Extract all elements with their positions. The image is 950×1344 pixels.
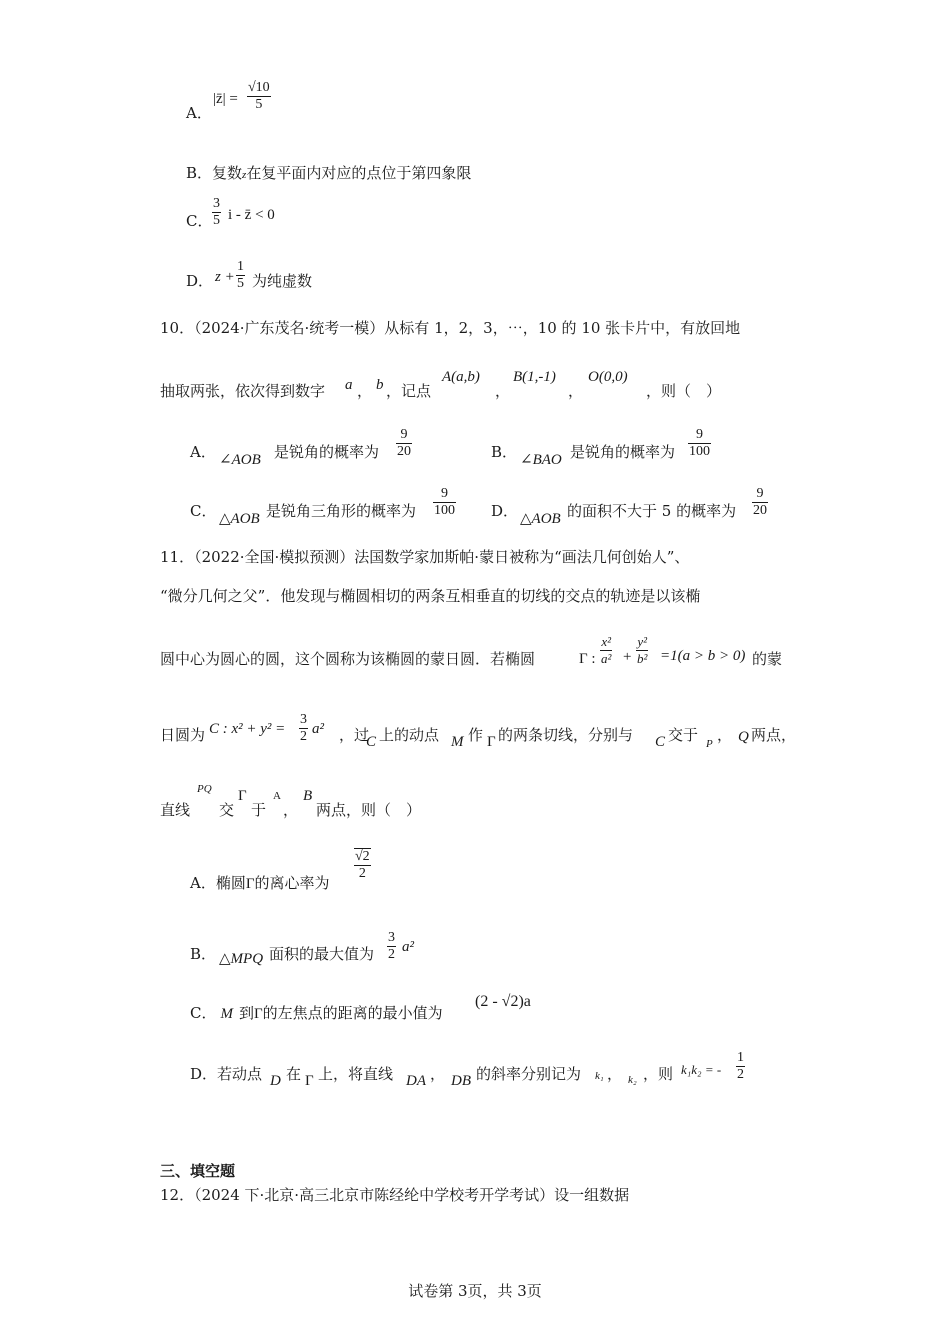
q12-stem bbox=[160, 1186, 629, 1204]
q11-plus: + bbox=[623, 649, 632, 665]
question-text: 日圆为 bbox=[160, 726, 206, 744]
option-text: 是锐角的概率为 bbox=[570, 443, 676, 461]
q10-comma2: ， bbox=[495, 382, 511, 400]
question-text: 两点， bbox=[751, 726, 797, 744]
q9-a-expr bbox=[213, 90, 238, 108]
fraction-denominator: 2 bbox=[388, 947, 395, 962]
q11-line4-text4 bbox=[668, 726, 698, 744]
q11-line4-end bbox=[751, 726, 796, 744]
q11-b-text bbox=[269, 945, 374, 963]
question-text: 两点，则（ ） bbox=[316, 801, 422, 819]
fraction-numerator: 9 bbox=[433, 486, 456, 503]
fraction-numerator: 3 bbox=[388, 930, 395, 945]
fraction-numerator: 3 bbox=[300, 712, 307, 727]
fraction-denominator: b² bbox=[637, 651, 648, 666]
q10-c-fraction bbox=[433, 486, 456, 519]
question-text: 的两条切线，分别与 bbox=[498, 726, 634, 744]
section-title bbox=[160, 1162, 235, 1180]
option-label: D． bbox=[491, 502, 519, 520]
fraction-numerator: √2 bbox=[355, 849, 370, 864]
option-label: C． bbox=[190, 502, 217, 520]
q11-option-b bbox=[190, 945, 216, 963]
q11-x2-a2 bbox=[600, 634, 612, 667]
q10-stem-line1 bbox=[160, 319, 740, 337]
fraction-denominator: 20 bbox=[397, 444, 411, 459]
q9-d-text bbox=[252, 272, 312, 290]
q10-option-a bbox=[190, 443, 216, 461]
q11-d-comma: ， bbox=[430, 1065, 446, 1083]
q11-var-c2: C bbox=[655, 734, 666, 750]
fraction-denominator: a² bbox=[601, 651, 612, 666]
q10-var-b bbox=[376, 376, 384, 394]
q10-b-fraction bbox=[688, 427, 711, 460]
fraction-denominator: 2 bbox=[300, 729, 307, 744]
option-label: D． bbox=[186, 272, 214, 290]
q11-line-da: DA bbox=[406, 1073, 426, 1089]
q9-a-fraction bbox=[247, 80, 271, 113]
q11-b-a2: a² bbox=[402, 939, 414, 955]
q10-a-math bbox=[219, 451, 261, 469]
q11-cond bbox=[660, 647, 745, 665]
q10-c-math bbox=[219, 510, 260, 528]
question-text: 12．（2024 下·北京·高三北京市陈经纶中学校考开学考试）设一组数据 bbox=[160, 1186, 630, 1204]
q11-line5-yu bbox=[251, 801, 266, 819]
fraction-denominator: 5 bbox=[237, 276, 244, 291]
q11-gamma3: Γ bbox=[238, 788, 247, 804]
q10-end bbox=[646, 382, 721, 400]
option-text: 是锐角的概率为 bbox=[274, 443, 380, 461]
q11-line3-end bbox=[752, 650, 782, 668]
option-label: C． bbox=[190, 1004, 217, 1022]
q11-var-p: P bbox=[706, 738, 713, 750]
q10-point-a bbox=[442, 368, 480, 386]
q11-stem-line1 bbox=[160, 548, 689, 566]
question-text: 圆中心为圆心的圆，这个圆称为该椭圆的蒙日圆．若椭圆 bbox=[160, 650, 536, 668]
option-label: B． bbox=[491, 443, 518, 461]
q11-var-c: C bbox=[366, 734, 377, 750]
q11-line4-text2 bbox=[468, 726, 483, 744]
option-text: ，则 bbox=[643, 1065, 674, 1083]
q11-line4-mid bbox=[339, 726, 369, 744]
page-footer bbox=[0, 1282, 950, 1300]
q11-stem-line5-pre bbox=[160, 801, 190, 819]
page-number: 试卷第 3页，共 3页 bbox=[408, 1282, 542, 1300]
q9-option-c bbox=[186, 212, 212, 230]
q10-a-text bbox=[274, 443, 379, 461]
fraction-denominator: 5 bbox=[213, 213, 220, 228]
fraction-numerator: 9 bbox=[752, 486, 768, 503]
option-text: 的离心率为 bbox=[254, 874, 330, 892]
fraction-denominator: 20 bbox=[753, 503, 767, 518]
math-expression: k₁k₂ = - bbox=[681, 1062, 722, 1077]
question-text: ，则（ ） bbox=[646, 382, 722, 400]
q10-c-text bbox=[266, 502, 416, 520]
question-text: 抽取两张，依次得到数字 bbox=[160, 382, 326, 400]
point-o: O(0,0) bbox=[588, 369, 628, 385]
option-text: 是锐角三角形的概率为 bbox=[266, 502, 417, 520]
option-text: 若动点 bbox=[217, 1065, 263, 1083]
q11-var-b: B bbox=[303, 788, 313, 804]
option-text: 为纯虚数 bbox=[252, 272, 313, 290]
option-label: A． bbox=[190, 874, 216, 892]
abs-z-bar: |z̄| = bbox=[213, 91, 238, 107]
q10-d-math bbox=[520, 510, 561, 528]
q10-b-math bbox=[520, 451, 562, 469]
fraction-numerator: x² bbox=[601, 634, 612, 649]
option-text: 的斜率分别记为 bbox=[476, 1065, 582, 1083]
math-var: z bbox=[242, 169, 247, 181]
fraction-numerator: 9 bbox=[396, 427, 412, 444]
q11-gamma4: Γ bbox=[305, 1073, 314, 1089]
q9-d-expr bbox=[215, 268, 235, 286]
q11-d-text4 bbox=[476, 1065, 581, 1083]
q11-var-q: Q bbox=[738, 729, 749, 745]
fraction-numerator: 9 bbox=[688, 427, 711, 444]
fraction-denominator: 2 bbox=[358, 866, 366, 881]
option-label: C． bbox=[186, 212, 213, 230]
q9-c-expr bbox=[228, 206, 275, 224]
q11-comma: ， bbox=[717, 726, 733, 744]
question-text: 10．（2024·广东茂名·统考一模）从标有 1，2，3，⋯，10 的 10 张卡片中，有放回地 bbox=[160, 319, 741, 337]
q11-b-math bbox=[219, 950, 263, 968]
section-heading: 三、填空题 bbox=[160, 1162, 236, 1180]
question-text: “微分几何之父”．他发现与椭圆相切的两条互相垂直的切线的交点的轨迹是以该椭 bbox=[160, 587, 701, 605]
q11-line4-text3 bbox=[498, 726, 633, 744]
math-var: a bbox=[345, 377, 353, 393]
q10-point-b bbox=[513, 368, 556, 386]
monge-circle-equation: C : x² + y² = bbox=[209, 721, 286, 737]
question-text: ，记点 bbox=[386, 382, 432, 400]
q11-stem-line2 bbox=[160, 587, 700, 605]
option-text: 在 bbox=[286, 1065, 302, 1083]
question-text: 上的动点 bbox=[379, 726, 440, 744]
fraction-numerator: 3 bbox=[213, 196, 220, 211]
question-text: 作 bbox=[468, 726, 484, 744]
q10-point-o bbox=[588, 368, 628, 386]
q9-option-b bbox=[186, 164, 471, 182]
q11-y2-b2 bbox=[636, 634, 648, 667]
q10-comma: ， bbox=[357, 382, 373, 400]
q10-a-fraction bbox=[396, 427, 412, 460]
option-text: 上，将直线 bbox=[318, 1065, 394, 1083]
q9-option-d bbox=[186, 272, 213, 290]
option-text: 面积的最大值为 bbox=[269, 945, 375, 963]
point-a: A(a,b) bbox=[442, 369, 480, 385]
option-label: B． bbox=[186, 164, 213, 182]
gamma-symbol: Γ bbox=[254, 1006, 263, 1022]
math-var: M bbox=[220, 1006, 233, 1022]
angle-bao: ∠BAO bbox=[520, 452, 562, 468]
q10-mid bbox=[386, 382, 431, 400]
q11-d-text3 bbox=[318, 1065, 393, 1083]
q9-option-a bbox=[186, 104, 212, 122]
q11-d-text5 bbox=[643, 1065, 673, 1083]
option-text: 椭圆 bbox=[215, 874, 246, 892]
q11-option-d bbox=[190, 1065, 262, 1083]
q11-d-text2 bbox=[286, 1065, 301, 1083]
option-text: 的面积不大于 5 的概率为 bbox=[567, 502, 737, 520]
option-label: A． bbox=[190, 443, 216, 461]
fraction-denominator: 100 bbox=[434, 503, 455, 518]
q11-stem-line3 bbox=[160, 650, 535, 668]
q9-c-fraction bbox=[212, 196, 221, 229]
math-var: a² bbox=[312, 721, 324, 737]
angle-aob: ∠AOB bbox=[219, 452, 261, 468]
math-var: z + bbox=[215, 269, 235, 285]
math-var: b bbox=[376, 377, 384, 393]
q11-line5-end bbox=[316, 801, 421, 819]
q10-option-d bbox=[491, 502, 518, 520]
point-b: B(1,-1) bbox=[513, 369, 556, 385]
q11-comma2: ， bbox=[283, 801, 299, 819]
question-text: 直线 bbox=[160, 801, 191, 819]
fraction-numerator: 1 bbox=[737, 1050, 744, 1065]
q11-gamma bbox=[579, 650, 596, 668]
question-text: 11．（2022·全国·模拟预测）法国数学家加斯帕·蒙日被称为“画法几何创始人”、 bbox=[160, 548, 690, 566]
q11-option-a bbox=[190, 874, 330, 893]
math-expression: (2 - √2)a bbox=[475, 993, 531, 1010]
option-text: 的左焦点的距离的最小值为 bbox=[262, 1004, 443, 1022]
q11-c-expr bbox=[475, 992, 531, 1011]
q11-var-a: A bbox=[273, 790, 281, 802]
fraction-denominator: 2 bbox=[737, 1067, 744, 1082]
q11-d-fraction bbox=[736, 1050, 745, 1083]
q9-d-fraction bbox=[236, 259, 245, 292]
q11-var-d: D bbox=[270, 1073, 281, 1089]
question-text: 的蒙 bbox=[752, 650, 783, 668]
q10-option-b bbox=[491, 443, 517, 461]
q11-d-comma2: ， bbox=[607, 1065, 623, 1083]
q10-d-text bbox=[567, 502, 736, 520]
q11-var-m: M bbox=[451, 734, 464, 750]
math-expression: =1(a > b > 0) bbox=[660, 648, 746, 664]
q10-comma3: ， bbox=[568, 382, 584, 400]
fraction-denominator: 5 bbox=[255, 97, 263, 112]
triangle-aob: △AOB bbox=[520, 511, 561, 527]
q11-option-c bbox=[190, 1004, 443, 1023]
option-label: A． bbox=[186, 104, 212, 122]
q10-b-text bbox=[570, 443, 675, 461]
q10-stem-line2 bbox=[160, 382, 325, 400]
q11-b-fraction bbox=[387, 930, 396, 963]
q11-k1: k₁ bbox=[595, 1070, 604, 1082]
question-text: 交 bbox=[219, 801, 235, 819]
question-text: 交于 bbox=[668, 726, 699, 744]
fraction-numerator: √10 bbox=[248, 80, 270, 95]
option-text: 复数 bbox=[212, 164, 243, 182]
fraction-numerator: y² bbox=[637, 634, 648, 649]
gamma-symbol: Γ bbox=[245, 876, 255, 892]
q11-line-db: DB bbox=[451, 1073, 471, 1089]
q11-a-fraction bbox=[354, 848, 371, 882]
q11-line4-text bbox=[379, 726, 439, 744]
triangle-aob: △AOB bbox=[219, 511, 260, 527]
q11-three-halves bbox=[299, 712, 308, 745]
question-text: ，过 bbox=[339, 726, 370, 744]
option-text: 到 bbox=[238, 1004, 254, 1022]
q10-d-fraction bbox=[752, 486, 768, 519]
gamma-symbol: Γ : bbox=[579, 651, 596, 667]
fraction-numerator: 1 bbox=[237, 259, 244, 274]
option-text: 在复平面内对应的点位于第四象限 bbox=[246, 164, 472, 182]
q11-a2 bbox=[312, 720, 324, 738]
fraction-denominator: 100 bbox=[689, 444, 710, 459]
q11-stem-line4-pre bbox=[160, 726, 205, 744]
q11-d-expr bbox=[681, 1062, 721, 1078]
q11-pq bbox=[197, 783, 212, 796]
q11-k2: k₂ bbox=[628, 1074, 637, 1086]
triangle-mpq: △MPQ bbox=[219, 951, 264, 967]
q11-line5-mid bbox=[219, 801, 234, 819]
q11-gamma2: Γ bbox=[487, 734, 496, 750]
math-expression: i - z̄ < 0 bbox=[228, 207, 275, 223]
question-text: 于 bbox=[251, 801, 267, 819]
q10-var-a bbox=[345, 376, 353, 394]
line-pq: PQ bbox=[197, 783, 212, 795]
option-label: B． bbox=[190, 945, 217, 963]
q10-option-c bbox=[190, 502, 216, 520]
option-label: D． bbox=[190, 1065, 218, 1083]
q11-circle-c bbox=[209, 720, 285, 738]
